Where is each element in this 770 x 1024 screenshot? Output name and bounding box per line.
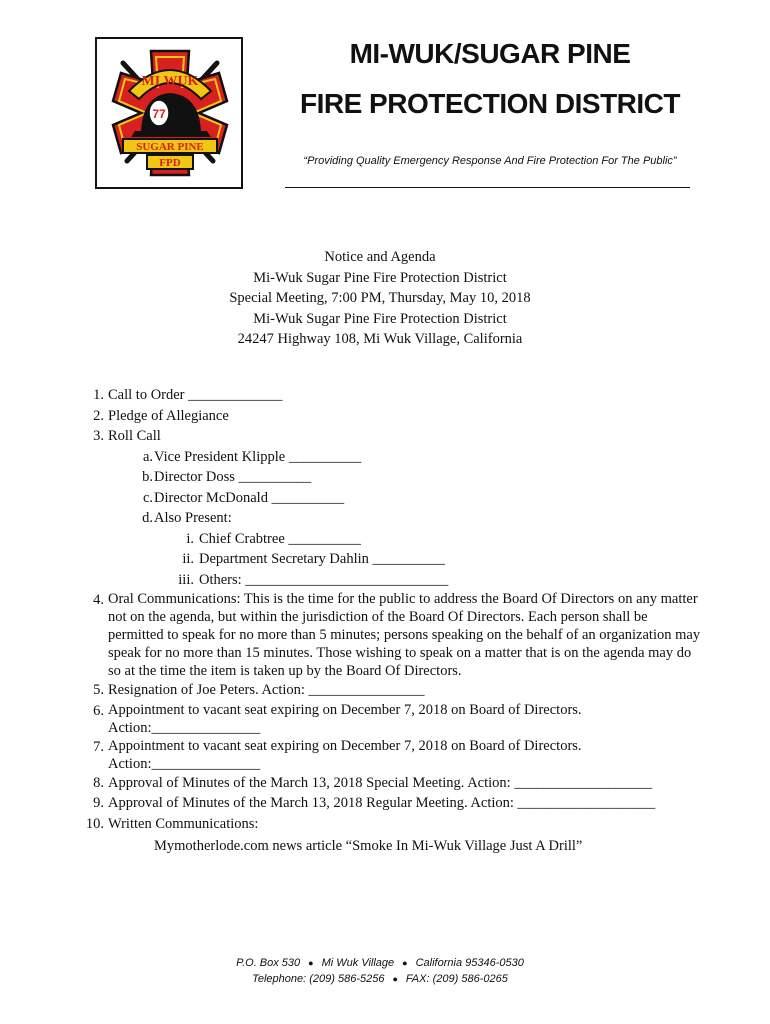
item-number: 7.	[93, 738, 104, 755]
org-title-line1: MI-WUK/SUGAR PINE	[349, 38, 631, 69]
item-number: 9.	[93, 795, 104, 811]
item-number: c.	[142, 489, 153, 506]
agenda-subitem	[82, 447, 702, 468]
item-text: Also Present:	[154, 510, 232, 526]
item-text: Call to Order _____________	[108, 387, 283, 403]
item-text: Appointment to vacant seat expiring on December 7, 2018 on Board of Directors.	[108, 701, 582, 718]
org-title-line2: FIRE PROTECTION DISTRICT	[300, 88, 680, 119]
logo-fpd-text: FPD	[159, 157, 181, 169]
item-number: 10.	[85, 815, 104, 832]
item-number: 6.	[93, 702, 104, 719]
item-text: Roll Call	[108, 428, 161, 444]
item-text: Director Doss __________	[154, 469, 312, 485]
agenda-item	[82, 385, 702, 406]
item-number: 8.	[93, 774, 104, 791]
item-text: Resignation of Joe Peters. Action: ________________	[108, 682, 425, 698]
item-text: Director McDonald __________	[154, 489, 345, 506]
notice-line: 24247 Highway 108, Mi Wuk Village, California	[237, 331, 523, 347]
footer-fax: FAX: (209) 586-0265	[405, 973, 508, 985]
agenda-item	[82, 814, 702, 835]
header-divider	[285, 187, 690, 188]
item-action: Action:_______________	[108, 719, 261, 736]
agenda-subsubitem	[82, 529, 702, 550]
agenda-list	[82, 385, 702, 857]
item-text: Department Secretary Dahlin __________	[199, 551, 446, 567]
item-text: Vice President Klipple __________	[154, 448, 362, 465]
logo-banner-text: SUGAR PINE	[136, 141, 204, 153]
tagline: “Providing Quality Emergency Response And Fire Protection For The Public”	[303, 155, 677, 167]
item-text: Others: ____________________________	[199, 571, 449, 588]
notice-line: Special Meeting, 7:00 PM, Thursday, May 10, 2018	[229, 290, 531, 306]
item-number: ii.	[182, 551, 194, 567]
item-number: 5.	[93, 682, 104, 698]
logo-top-text: MI WUK	[141, 74, 199, 89]
bullet-icon: ●	[402, 958, 408, 968]
item-number: i.	[186, 530, 194, 547]
item-number: 3.	[93, 428, 104, 444]
agenda-item	[82, 773, 702, 794]
agenda-item	[82, 590, 702, 680]
item-text: Approval of Minutes of the March 13, 2018 Special Meeting. Action: ___________________	[108, 774, 653, 791]
agenda-subsubitem	[82, 570, 702, 591]
item-text: Approval of Minutes of the March 13, 2018 Regular Meeting. Action: ___________________	[108, 795, 656, 811]
notice-line: Mi-Wuk Sugar Pine Fire Protection District	[253, 310, 507, 327]
item-text: Oral Communications: This is the time for the public to address the Board Of Directors on any matter not on the agenda, but within the jurisdiction of the Board Of Directors. Each person shall be permitted to speak for no more than 5 minutes; persons speaking on the behalf of an organization may speak for no more than 15 minutes. Those wishing to speak on a matter that is on the agenda may do so at the time the item is taken up by the Board Of Directors.	[108, 591, 701, 679]
item-text: Appointment to vacant seat expiring on December 7, 2018 on Board of Directors.	[108, 737, 582, 754]
agenda-item	[82, 793, 702, 814]
footer-address	[0, 957, 760, 969]
logo-number-text: 77	[152, 107, 166, 121]
item-text: Pledge of Allegiance	[108, 407, 229, 424]
item-number: 4.	[93, 592, 104, 608]
item-action: Action:_______________	[108, 755, 261, 772]
footer-village: Mi Wuk Village	[321, 957, 395, 969]
notice-line: Mi-Wuk Sugar Pine Fire Protection District	[253, 269, 507, 286]
item-number: 2.	[93, 407, 104, 424]
agenda-subitem	[82, 488, 702, 509]
footer-state-zip: California 95346-0530	[415, 957, 524, 969]
footer-contact	[0, 973, 760, 985]
item-text: Chief Crabtree __________	[199, 530, 361, 547]
agenda-subitem	[82, 508, 702, 529]
fire-badge-icon	[101, 43, 239, 183]
district-logo	[95, 37, 243, 189]
item-number: a.	[142, 448, 153, 465]
notice-line: Notice and Agenda	[324, 249, 436, 265]
bullet-icon: ●	[392, 974, 398, 984]
agenda-item	[82, 406, 702, 427]
footer-po-box: P.O. Box 530	[236, 957, 301, 969]
item-text: Written Communications:	[108, 815, 259, 832]
agenda-item	[82, 737, 702, 773]
news-article-reference: Mymotherlode.com news article “Smoke In Mi-Wuk Village Just A Drill”	[154, 838, 583, 854]
agenda-item	[82, 426, 702, 447]
bullet-icon: ●	[308, 958, 314, 968]
notice-block	[0, 247, 760, 350]
item-number: b.	[142, 469, 153, 485]
footer-telephone: Telephone: (209) 586-5256	[252, 973, 385, 985]
item-number: 1.	[93, 387, 104, 403]
agenda-item	[82, 680, 702, 701]
agenda-subsubitem	[82, 549, 702, 570]
item-number: iii.	[178, 571, 194, 588]
agenda-item	[82, 701, 702, 737]
agenda-subitem	[82, 467, 702, 488]
item-number: d.	[142, 510, 153, 526]
